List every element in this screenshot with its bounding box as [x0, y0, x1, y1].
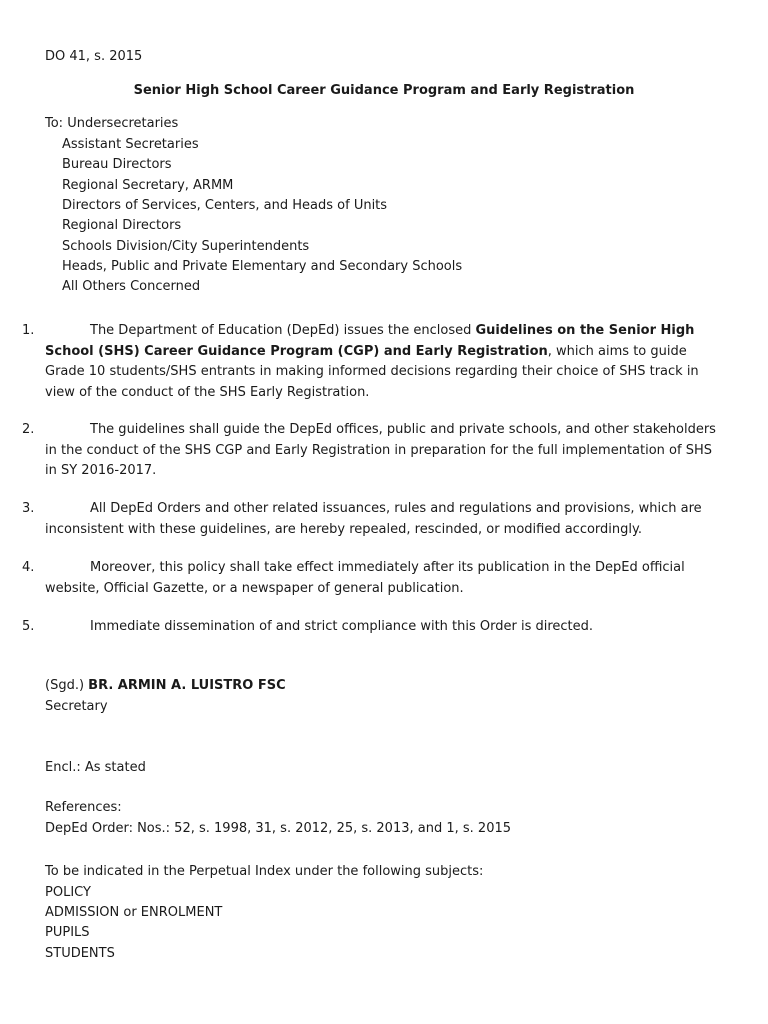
index-intro: To be indicated in the Perpetual Index under the following subjects:	[45, 864, 484, 879]
enclosure-note: Encl.: As stated	[45, 760, 146, 775]
paragraph-number: 3.	[22, 501, 35, 516]
index-subject: STUDENTS	[45, 946, 115, 961]
signatory-name: BR. ARMIN A. LUISTRO FSC	[88, 678, 286, 693]
recipient-line: Bureau Directors	[62, 157, 172, 172]
paragraph-number: 1.	[22, 323, 35, 338]
recipient-line: Directors of Services, Centers, and Heads of Units	[62, 198, 388, 213]
paragraph-text-bold: Guidelines on the Senior High School (SHS) Career Guidance Program (CGP) and Early Registration	[45, 323, 695, 359]
paragraph-text-pre: The Department of Education (DepEd) issues the enclosed	[90, 323, 476, 338]
signature-line	[45, 676, 286, 696]
index-subject: POLICY	[45, 885, 91, 900]
paragraph-number: 5.	[22, 619, 35, 634]
recipient-line: Regional Directors	[62, 218, 182, 233]
paragraph-number: 4.	[22, 560, 35, 575]
paragraph-text-pre: Moreover, this policy shall take effect immediately after its publication in the DepEd official website, Official Gazette, or a newspaper of general publication.	[45, 560, 685, 596]
paragraph-text	[45, 420, 717, 482]
index-subject: ADMISSION or ENROLMENT	[45, 905, 223, 920]
paragraph-text	[45, 321, 717, 403]
recipient-line: Assistant Secretaries	[62, 136, 199, 152]
references-text: DepEd Order: Nos.: 52, s. 1998, 31, s. 2012, 25, s. 2013, and 1, s. 2015	[45, 821, 512, 836]
paragraph-text-pre: The guidelines shall guide the DepEd offices, public and private schools, and other stakeholders in the conduct of the SHS CGP and Early Registration in preparation for the full implementation of SHS in SY 2016-2017.	[45, 422, 716, 478]
signature-prefix: (Sgd.)	[45, 678, 89, 693]
document-title: Senior High School Career Guidance Program and Early Registration	[133, 83, 635, 98]
paragraph-number: 2.	[22, 422, 35, 437]
recipient-line: Regional Secretary, ARMM	[62, 177, 234, 193]
order-number: DO 41, s. 2015	[45, 49, 143, 64]
signatory-position: Secretary	[45, 699, 108, 714]
paragraph-text-post: , which aims to guide Grade 10 students/SHS entrants in making informed decisions regarding their choice of SHS track in view of the conduct of the SHS Early Registration.	[45, 343, 699, 400]
paragraph-text	[45, 558, 717, 599]
recipient-line: All Others Concerned	[62, 279, 201, 294]
recipient-line: Heads, Public and Private Elementary and Secondary Schools	[62, 259, 463, 274]
recipient-line: To: Undersecretaries	[45, 116, 179, 131]
paragraph-text-pre: All DepEd Orders and other related issuances, rules and regulations and provisions, which are inconsistent with these guidelines, are hereby repealed, rescinded, or modified accordingly.	[45, 501, 702, 537]
paragraph-text	[45, 617, 717, 638]
paragraph-text	[45, 499, 717, 540]
references-label: References:	[45, 800, 122, 815]
recipient-line: Schools Division/City Superintendents	[62, 238, 310, 254]
paragraph-text-pre: Immediate dissemination of and strict compliance with this Order is directed.	[90, 619, 594, 634]
index-subject: PUPILS	[45, 925, 90, 940]
